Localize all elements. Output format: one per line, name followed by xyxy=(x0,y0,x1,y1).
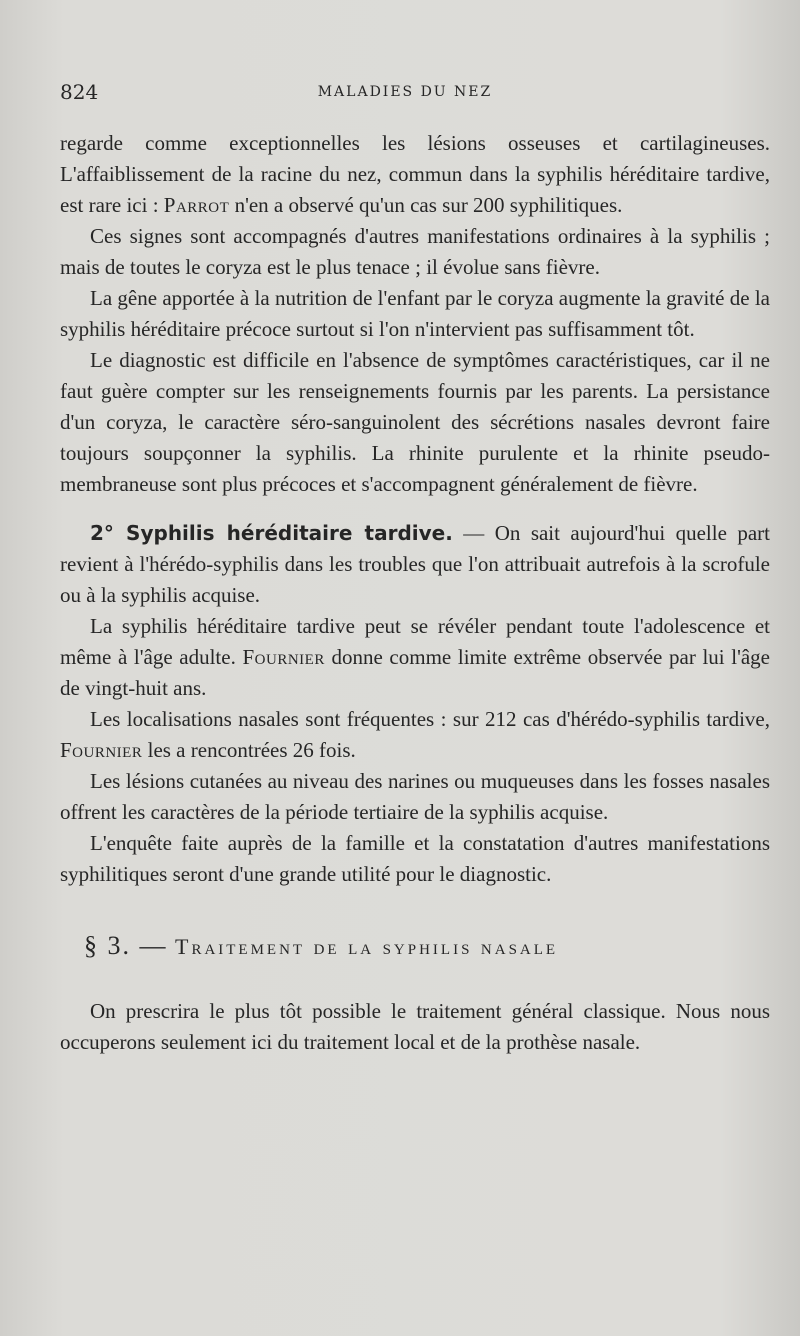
running-title: MALADIES DU NEZ xyxy=(317,84,493,100)
paragraph: Ces signes sont accompagnés d'autres manifestations ordinaires à la syphilis ; mais de toutes le coryza est le plus tenace ; il évolue sans fièvre. xyxy=(60,224,770,279)
page-body xyxy=(60,128,770,1058)
paragraph-text: les a rencontrées 26 fois. xyxy=(142,738,356,762)
paragraph-text: regarde comme exceptionnelles les lésions osseuses et cartilagineuses. L'affaiblissement de la racine du nez, commun dans la syphilis héréditaire tardive, est rare ici : xyxy=(60,131,770,217)
section-number: § 3. — xyxy=(84,931,168,960)
section-title: Traitement de la syphilis nasale xyxy=(175,934,559,959)
paragraph xyxy=(60,704,770,766)
subsection-paragraph xyxy=(60,518,770,611)
paragraph xyxy=(60,611,770,704)
paragraph-text: — On sait aujourd'hui quelle part revient à l'hérédo-syphilis dans les troubles que l'on attribuait autrefois à la scrofule ou à la syphilis acquise. xyxy=(60,521,770,607)
page-header xyxy=(60,80,750,110)
paragraph-text: n'en a observé qu'un cas sur 200 syphilitiques. xyxy=(229,193,623,217)
author-name: Fournier xyxy=(242,645,325,669)
section-heading xyxy=(60,930,770,962)
paragraph-continuation xyxy=(60,128,770,221)
subsection-heading: 2° Syphilis héréditaire tardive. xyxy=(90,521,453,545)
author-name: Parrot xyxy=(163,193,230,217)
paragraph: Le diagnostic est difficile en l'absence de symptômes caractéristiques, car il ne faut guère compter sur les renseignements fournis par les parents. La persistance d'un coryza, le caractère séro-sanguinolent des sécrétions nasales devront faire toujours soupçonner la syphilis. La rhinite purulente et la rhinite pseudo-membraneuse sont plus précoces et s'accompagnent généralement de fièvre. xyxy=(60,348,770,496)
paragraph-text: donne comme limite extrême observée par lui l'âge de vingt-huit ans. xyxy=(60,645,771,700)
author-name: Fournier xyxy=(60,738,143,762)
paragraph-text: La syphilis héréditaire tardive peut se révéler pendant toute l'adolescence et même à l'âge adulte. xyxy=(60,614,770,669)
paragraph: L'enquête faite auprès de la famille et la constatation d'autres manifestations syphilitiques seront d'une grande utilité pour le diagnostic. xyxy=(60,831,770,886)
paragraph: On prescrira le plus tôt possible le traitement général classique. Nous nous occuperons seulement ici du traitement local et de la prothèse nasale. xyxy=(60,999,770,1054)
paragraph: La gêne apportée à la nutrition de l'enfant par le coryza augmente la gravité de la syphilis héréditaire précoce surtout si l'on n'intervient pas suffisamment tôt. xyxy=(60,286,770,341)
paragraph: Les lésions cutanées au niveau des narines ou muqueuses dans les fosses nasales offrent les caractères de la période tertiaire de la syphilis acquise. xyxy=(60,769,770,824)
page-number: 824 xyxy=(60,80,99,104)
paragraph-text: Les localisations nasales sont fréquentes : sur 212 cas d'hérédo-syphilis tardive, xyxy=(90,707,770,731)
